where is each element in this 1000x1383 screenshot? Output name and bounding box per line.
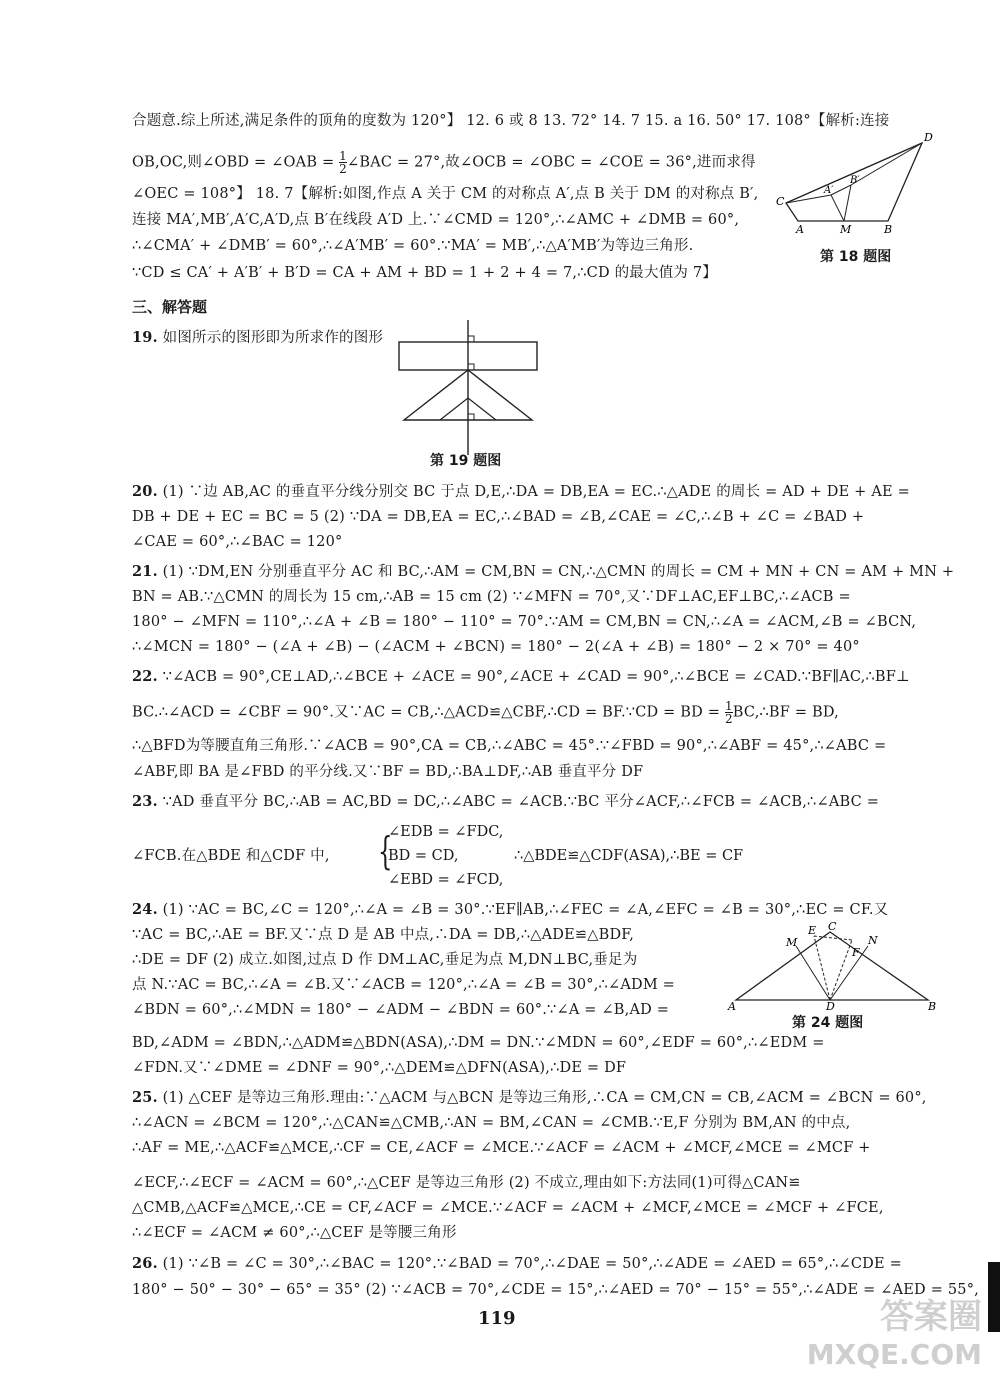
page-number: 119	[478, 1308, 516, 1329]
figure-19-caption: 第 19 题图	[430, 453, 502, 469]
fig24-label: D	[826, 1000, 835, 1013]
fraction-numerator: 1	[339, 149, 347, 163]
fraction-denominator: 2	[724, 712, 733, 726]
fig18-label: D	[924, 131, 933, 144]
fig24-segment	[830, 946, 868, 1000]
system-line: ∠EDB = ∠FDC,	[388, 824, 504, 840]
text-line: 点 N.∵AC = BC,∴∠A = ∠B.又∵∠ACB = 120°,∴∠A = ∠B = 30°,∴∠ADM =	[132, 977, 676, 993]
text-line: ∵AC = BC,∴AE = BF.又∵点 D 是 AB 中点,∴DA = DB,∴△ADE≌△BDF,	[132, 927, 635, 943]
text-line	[132, 562, 954, 582]
fig24-label: M	[786, 936, 798, 949]
watermark-bottom: MXQE.COM	[806, 1338, 982, 1371]
fraction	[339, 150, 347, 175]
fig24-label: N	[868, 934, 878, 947]
text-line: ∠ABF,即 BA 是∠FBD 的平分线.又∵BF = BD,∴BA⊥DF,∴AB 垂直平分 DF	[132, 764, 644, 780]
text-line: ∴∠ECF = ∠ACM ≠ 60°,∴△CEF 是等腰三角形	[132, 1225, 457, 1241]
fig18-segment	[786, 143, 922, 203]
system-brace: {	[378, 829, 393, 873]
fig24-label: B	[928, 1000, 937, 1013]
text-line	[132, 1254, 902, 1274]
fig19-right-angle-mark	[468, 336, 474, 342]
system-line: ∴△BDE≌△CDF(ASA),∴BE = CF	[514, 848, 744, 864]
fig18-segment	[831, 195, 844, 221]
text-segment: (1) ∵∠B = ∠C = 30°,∴∠BAC = 120°.∵∠BAD = 70°,∴∠DAE = 50°,∴∠ADE = ∠AED = 65°,∴∠CDE =	[162, 1256, 902, 1272]
side-tab	[988, 1262, 1000, 1332]
fig24-label: F	[852, 946, 860, 959]
fig24-label: E	[808, 924, 817, 937]
question-number: 22.	[132, 668, 158, 685]
question-number: 19.	[132, 329, 158, 346]
fig24-segment	[830, 940, 852, 1000]
text-line: ∵CD ≤ CA′ + A′B′ + B′D = CA + AM + BD = 1 + 2 + 4 = 7,∴CD 的最大值为 7】	[132, 265, 718, 281]
text-line	[132, 150, 756, 175]
fig18-label: B′	[850, 175, 860, 186]
figure-18-caption: 第 18 题图	[820, 249, 892, 265]
text-line: ∴∠CMA′ + ∠DMB′ = 60°,∴∠A′MB′ = 60°.∵MA′ = MB′,∴△A′MB′为等边三角形.	[132, 238, 694, 254]
text-segment: (1) ∵AC = BC,∠C = 120°,∴∠A = ∠B = 30°.∵EF∥AB,∴∠FEC = ∠A,∠EFC = ∠B = 30°,∴EC = CF.又	[162, 902, 889, 918]
fig18-segment	[786, 195, 831, 203]
fig24-triangle	[736, 932, 928, 1000]
text-line	[132, 1088, 927, 1108]
fig18-segment	[831, 185, 851, 195]
text-line: 180° − ∠MFN = 110°,∴∠A + ∠B = 180° − 110° = 70°.∵AM = CM,BN = CN,∴∠A = ∠ACM,∠B = ∠BCN,	[132, 614, 917, 630]
text-line	[132, 900, 888, 920]
question-number: 21.	[132, 563, 158, 580]
fig18-label: C	[776, 195, 785, 208]
text-line: ∴△BFD为等腰直角三角形.∵∠ACB = 90°,CA = CB,∴∠ABC = 45°.∵∠FBD = 90°,∴∠ABF = 45°,∴∠ABC =	[132, 738, 887, 754]
question-number: 25.	[132, 1089, 158, 1106]
fig18-label: B	[884, 223, 893, 236]
text-segment: (1) ∵边 AB,AC 的垂直平分线分别交 BC 于点 D,E,∴DA = DB,EA = EC.∴△ADE 的周长 = AD + DE + AE =	[162, 484, 910, 500]
figure-24-caption: 第 24 题图	[792, 1015, 864, 1031]
text-line: ∠OEC = 108°】 18. 7【解析:如图,作点 A 关于 CM 的对称点 A′,点 B 关于 DM 的对称点 B′,	[132, 186, 759, 202]
text-line	[132, 482, 910, 502]
figure-18	[776, 131, 956, 236]
text-line: ∴DE = DF (2) 成立.如图,过点 D 作 DM⊥AC,垂足为点 M,DN⊥BC,垂足为	[132, 952, 638, 968]
fraction-numerator: 1	[724, 699, 733, 713]
system-line: ∠EBD = ∠FCD,	[388, 872, 504, 888]
text-line: ∴∠MCN = 180° − (∠A + ∠B) − (∠ACM + ∠BCN) = 180° − 2(∠A + ∠B) = 180° − 2 × 70° = 40°	[132, 639, 860, 655]
fig19-right-angle-mark	[468, 364, 474, 370]
text-line: 合题意.综上所述,满足条件的顶角的度数为 120°】 12. 6 或 8 13. 72° 14. 7 15. a 16. 50° 17. 108°【解析:连接	[132, 113, 890, 129]
watermark	[807, 1289, 982, 1371]
fig18-segment	[851, 143, 922, 185]
fig18-label: M	[840, 223, 852, 236]
text-segment: ∠BAC = 27°,故∠OCB = ∠OBC = ∠COE = 36°,进而求得	[347, 154, 756, 171]
section-title: 三、解答题	[132, 298, 208, 316]
text-line: DB + DE + EC = BC = 5 (2) ∵DA = DB,EA = EC,∴∠BAD = ∠B,∠CAE = ∠C,∴∠B + ∠C = ∠BAD +	[132, 509, 865, 525]
text-line	[132, 700, 839, 725]
text-segment: (1) △CEF 是等边三角形.理由:∵△ACM 与△BCN 是等边三角形,∴CA = CM,CN = CB,∠ACM = ∠BCN = 60°,	[162, 1090, 927, 1106]
text-line: BD,∠ADM = ∠BDN,∴△ADM≌△BDN(ASA),∴DM = DN.∵∠MDN = 60°,∠EDF = 60°,∴∠EDM =	[132, 1035, 825, 1051]
question-number: 23.	[132, 793, 158, 810]
fig24-segment	[814, 936, 830, 1000]
fraction	[725, 700, 733, 725]
watermark-top: 答案圈	[880, 1297, 982, 1337]
text-line: ∠BDN = 60°,∴∠MDN = 180° − ∠ADM − ∠BDN = 60°.∵∠A = ∠B,AD =	[132, 1002, 670, 1018]
text-line	[132, 667, 910, 687]
text-line: BN = AB.∵△CMN 的周长为 15 cm,∴AB = 15 cm (2) ∵∠MFN = 70°,又∵DF⊥AC,EF⊥BC,∴∠ACB =	[132, 589, 851, 605]
text-line: ∴∠ACN = ∠BCM = 120°,∴△CAN≌△CMB,∴AN = BM,∠CAN = ∠CMB.∵E,F 分别为 BM,AN 的中点,	[132, 1115, 851, 1131]
figure-24	[728, 920, 938, 1013]
fig24-segment	[796, 946, 830, 1000]
text-segment: BC,∴BF = BD,	[732, 704, 839, 721]
system-line: BD = CD,	[388, 848, 459, 864]
text-line: ∴AF = ME,∴△ACF≌△MCE,∴CF = CE,∠ACF = ∠MCE.∵∠ACF = ∠ACM + ∠MCF,∠MCE = ∠MCF +	[132, 1140, 871, 1156]
text-line: △CMB,△ACF≌△MCE,∴CE = CF,∠ACF = ∠MCE.∵∠ACF = ∠ACM + ∠MCF,∠MCE = ∠MCF + ∠FCE,	[132, 1200, 884, 1216]
text-line: ∠CAE = 60°,∴∠BAC = 120°	[132, 534, 343, 550]
text-line: ∠FCB.在△BDE 和△CDF 中,	[132, 848, 330, 864]
text-segment: (1) ∵DM,EN 分别垂直平分 AC 和 BC,∴AM = CM,BN = CN,∴△CMN 的周长 = CM + MN + CN = AM + MN +	[162, 564, 955, 580]
fraction-denominator: 2	[339, 162, 347, 176]
question-text: 如图所示的图形即为所求作的图形	[162, 330, 384, 346]
text-segment: OB,OC,则∠OBD = ∠OAB =	[132, 154, 340, 171]
fig19-right-angle-mark	[468, 414, 474, 420]
fig24-label: C	[828, 920, 837, 933]
question-number: 20.	[132, 483, 158, 500]
question-number: 26.	[132, 1255, 158, 1272]
text-line: 180° − 50° − 30° − 65° = 35° (2) ∵∠ACB = 70°,∠CDE = 15°,∴∠AED = 70° − 15° = 55°,∴∠ADE = ∠AED = 55°,	[132, 1282, 979, 1298]
fig18-segment	[844, 185, 851, 221]
text-line: ∠ECF,∴∠ECF = ∠ACM = 60°,∴△CEF 是等边三角形 (2) 不成立,理由如下:方法同(1)可得△CAN≌	[132, 1175, 801, 1191]
text-segment: ∵∠ACB = 90°,CE⊥AD,∴∠BCE + ∠ACE = 90°,∠ACE + ∠CAD = 90°,∴∠BCE = ∠CAD.∵BF∥AC,∴BF⊥	[162, 669, 910, 685]
text-segment: ∵AD 垂直平分 BC,∴AB = AC,BD = DC,∴∠ABC = ∠ACB.∵BC 平分∠ACF,∴∠FCB = ∠ACB,∴∠ABC =	[162, 794, 880, 810]
question-19	[132, 328, 383, 348]
fig18-label: A′	[824, 185, 834, 196]
text-line: ∠FDN.又∵∠DME = ∠DNF = 90°,∴△DEM≌△DFN(ASA),∴DE = DF	[132, 1060, 627, 1076]
question-number: 24.	[132, 901, 158, 918]
figure-19	[396, 320, 556, 455]
text-line	[132, 792, 879, 812]
fig18-label: A	[796, 223, 804, 236]
text-line: 连接 MA′,MB′,A′C,A′D,点 B′在线段 A′D 上.∵∠CMD = 120°,∴∠AMC + ∠DMB = 60°,	[132, 212, 740, 228]
text-segment: BC.∴∠ACD = ∠CBF = 90°.又∵AC = CB,∴△ACD≌△CBF,∴CD = BF.∵CD = BD =	[132, 704, 725, 721]
fig24-label: A	[728, 1000, 736, 1013]
